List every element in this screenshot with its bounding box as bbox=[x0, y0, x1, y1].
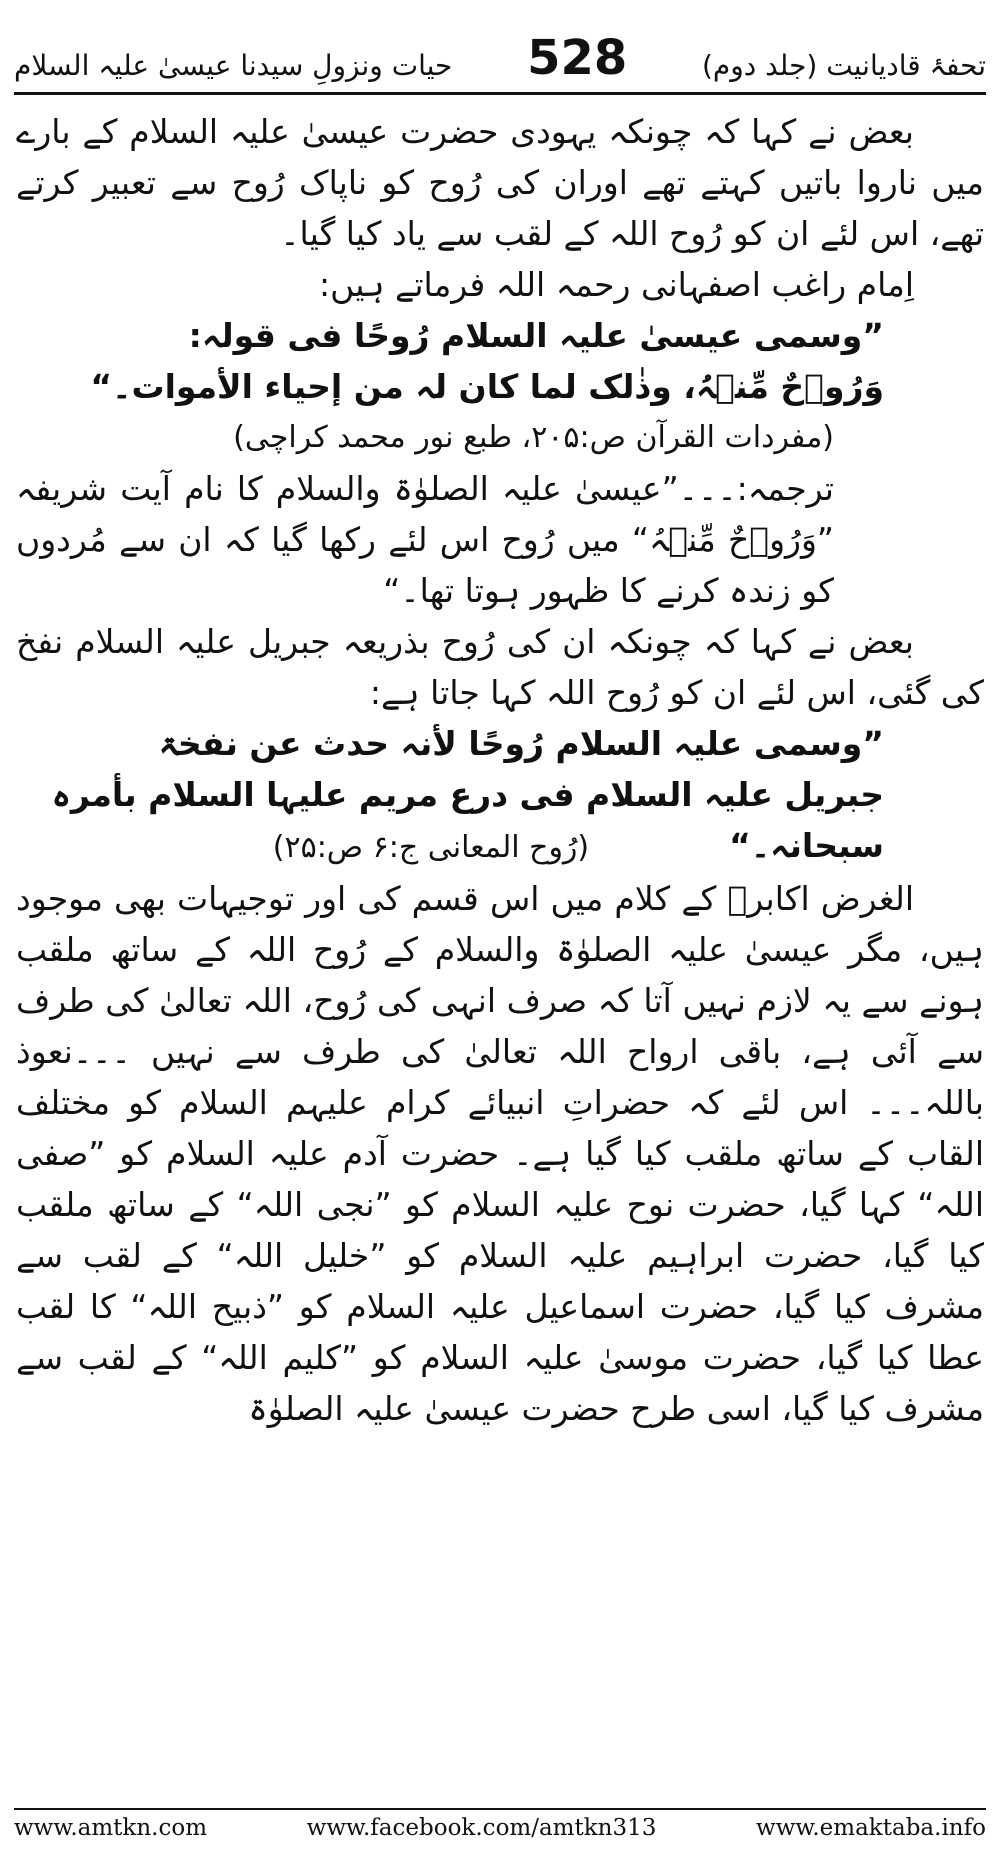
header-divider bbox=[14, 92, 986, 95]
paragraph-1: بعض نے کہا کہ چونکہ یہودی حضرت عیسیٰ علیہ السلام کے بارے میں ناروا باتیں کہتے تھے اوران کی رُوح کو ناپاک رُوح سے تعبیر کرتے تھے، اس لئے ان کو رُوح اللہ کے لقب سے یاد کیا گیا۔ bbox=[16, 112, 984, 253]
arabic-quote-2-end-text: سبحانہ۔“ bbox=[729, 826, 884, 865]
reference-1: (مفردات القرآن ص:۲۰۵، طبع نور محمد کراچی) bbox=[233, 420, 834, 455]
footer-website-facebook: www.facebook.com/amtkn313 bbox=[306, 1815, 657, 1841]
footer-website-emaktaba: www.emaktaba.info bbox=[756, 1815, 986, 1841]
page-header bbox=[14, 20, 986, 86]
paragraph-4: الغرض اکابرؒ کے کلام میں اس قسم کی اور توجیہات بھی موجود ہیں، مگر عیسیٰ علیہ الصلوٰۃ والسلام کے رُوح اللہ کے ساتھ ملقب ہونے سے یہ لازم نہیں آتا کہ صرف انہی کی رُوح، اللہ تعالیٰ کی طرف سے آئی ہے، باقی ارواح اللہ تعالیٰ کی طرف سے نہیں ۔۔۔نعوذ باللہ۔۔۔ اس لئے کہ حضراتِ انبیائے کرام علیہم السلام کو مختلف القاب کے ساتھ ملقب کیا گیا ہے۔ حضرت آدم علیہ السلام کو ”صفی اللہ“ کہا گیا، حضرت نوح علیہ السلام کو ”نجی اللہ“ کے ساتھ ملقب کیا گیا، حضرت ابراہیم علیہ السلام کو ”خلیل اللہ“ کے لقب سے مشرف کیا گیا، حضرت اسماعیل علیہ السلام کو ”ذبیح اللہ“ کا لقب عطا کیا گیا، حضرت موسیٰ علیہ السلام کو ”کلیم اللہ“ کے لقب سے مشرف کیا گیا، اسی طرح حضرت عیسیٰ علیہ الصلوٰۃ bbox=[16, 879, 984, 1428]
reference-2: (رُوح المعانی ج:۶ ص:۲۵) bbox=[272, 830, 590, 865]
footer-website-amtkn: www.amtkn.com bbox=[14, 1815, 208, 1841]
arabic-quote-1-line-2: وَرُوۡحٌ مِّنۡہُ، وذٰلک لما کان لہ من إحیاء الأموات۔“ bbox=[90, 367, 884, 406]
arabic-quote-2-line-2: جبریل علیہ السلام فی درع مریم علیہا السلام بأمرہ bbox=[51, 775, 884, 814]
arabic-quote-2-line-1: ”وسمی علیہ السلام رُوحًا لأنہ حدث عن نفخۃ bbox=[158, 724, 884, 763]
page-footer bbox=[14, 1812, 986, 1844]
paragraph-2: اِمام راغب اصفہانی رحمہ اللہ فرماتے ہیں: bbox=[319, 265, 914, 304]
page-body bbox=[16, 106, 984, 1434]
translation: ترجمہ:۔۔۔”عیسیٰ علیہ الصلوٰۃ والسلام کا نام آیت شریفہ ”وَرُوۡحٌ مِّنۡہُ“ میں رُوح اس لئے رکھا گیا کہ ان سے مُردوں کو زندہ کرنے کا ظہور ہوتا تھا۔“ bbox=[16, 469, 834, 610]
page-number: 528 bbox=[527, 30, 628, 86]
arabic-quote-1-line-1: ”وسمی عیسیٰ علیہ السلام رُوحًا فی قولہ: bbox=[188, 316, 884, 355]
footer-divider bbox=[14, 1808, 986, 1810]
chapter-title: حیات ونزولِ سیدنا عیسیٰ علیہ السلام bbox=[14, 49, 453, 82]
book-title: تحفۂ قادیانیت (جلد دوم) bbox=[701, 49, 986, 82]
arabic-quote-2-end bbox=[16, 820, 984, 873]
paragraph-3: بعض نے کہا کہ چونکہ ان کی رُوح بذریعہ جبریل علیہ السلام نفخ کی گئی، اس لئے ان کو رُوح اللہ کہا جاتا ہے: bbox=[16, 622, 984, 712]
